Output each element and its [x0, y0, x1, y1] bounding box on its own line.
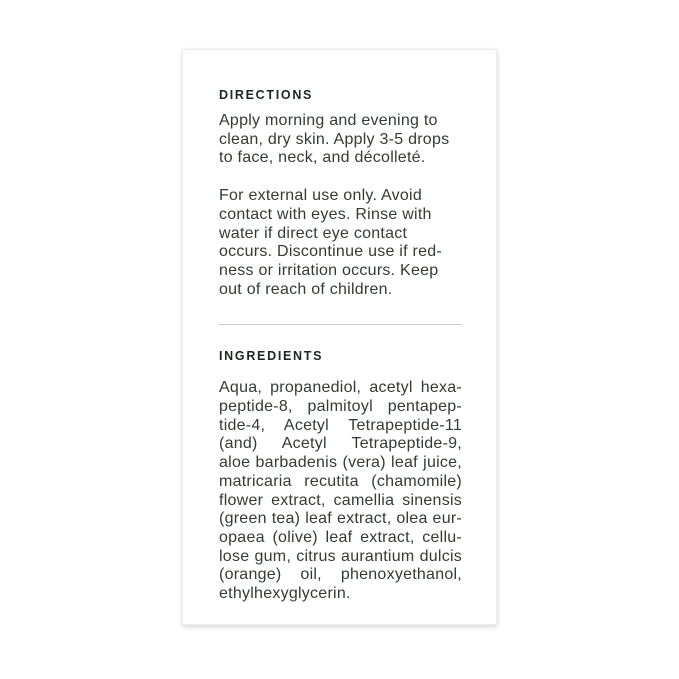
text-line: For external use only. Avoid	[219, 187, 422, 205]
text-line: contact with eyes. Rinse with	[219, 205, 432, 223]
directions-section	[219, 89, 462, 299]
text-line: Aqua, propanediol, acetyl hexa-	[219, 379, 462, 397]
text-line: occurs. Discontinue use if red-	[219, 243, 442, 261]
text-line: Apply morning and evening to	[219, 112, 438, 129]
text-line: (orange) oil, phenoxyethanol,	[219, 566, 462, 584]
text-line: tide-4, Acetyl Tetrapeptide-11	[219, 416, 462, 434]
directions-heading: DIRECTIONS	[219, 88, 314, 102]
ingredients-list-paragraph	[219, 379, 462, 603]
text-line: water if direct eye contact	[219, 224, 408, 242]
text-line: to face, neck, and décolleté.	[219, 149, 426, 167]
text-line: matricaria recutita (chamomile)	[219, 472, 462, 490]
directions-warning-paragraph	[219, 187, 462, 299]
text-line: flower extract, camellia sinensis	[219, 491, 462, 509]
ingredients-section	[219, 350, 462, 603]
text-line: (green tea) leaf extract, olea eur-	[219, 510, 462, 528]
product-label-card	[182, 49, 497, 625]
text-line: clean, dry skin. Apply 3-5 drops	[219, 130, 450, 148]
text-line: aloe barbadenis (vera) leaf juice,	[219, 454, 462, 472]
text-line: ness or irritation occurs. Keep	[219, 261, 439, 279]
text-line: (and) Acetyl Tetrapeptide-9,	[219, 435, 462, 453]
text-line: peptide-8, palmitoyl pentapep-	[219, 398, 462, 416]
section-divider	[219, 324, 462, 325]
text-line: ethylhexyglycerin.	[219, 585, 351, 603]
text-line: opaea (olive) leaf extract, cellu-	[219, 528, 462, 546]
text-line: lose gum, citrus aurantium dulcis	[219, 547, 462, 565]
text-line: out of reach of children.	[219, 280, 393, 298]
directions-usage-paragraph	[219, 112, 462, 168]
ingredients-heading: INGREDIENTS	[219, 349, 324, 364]
